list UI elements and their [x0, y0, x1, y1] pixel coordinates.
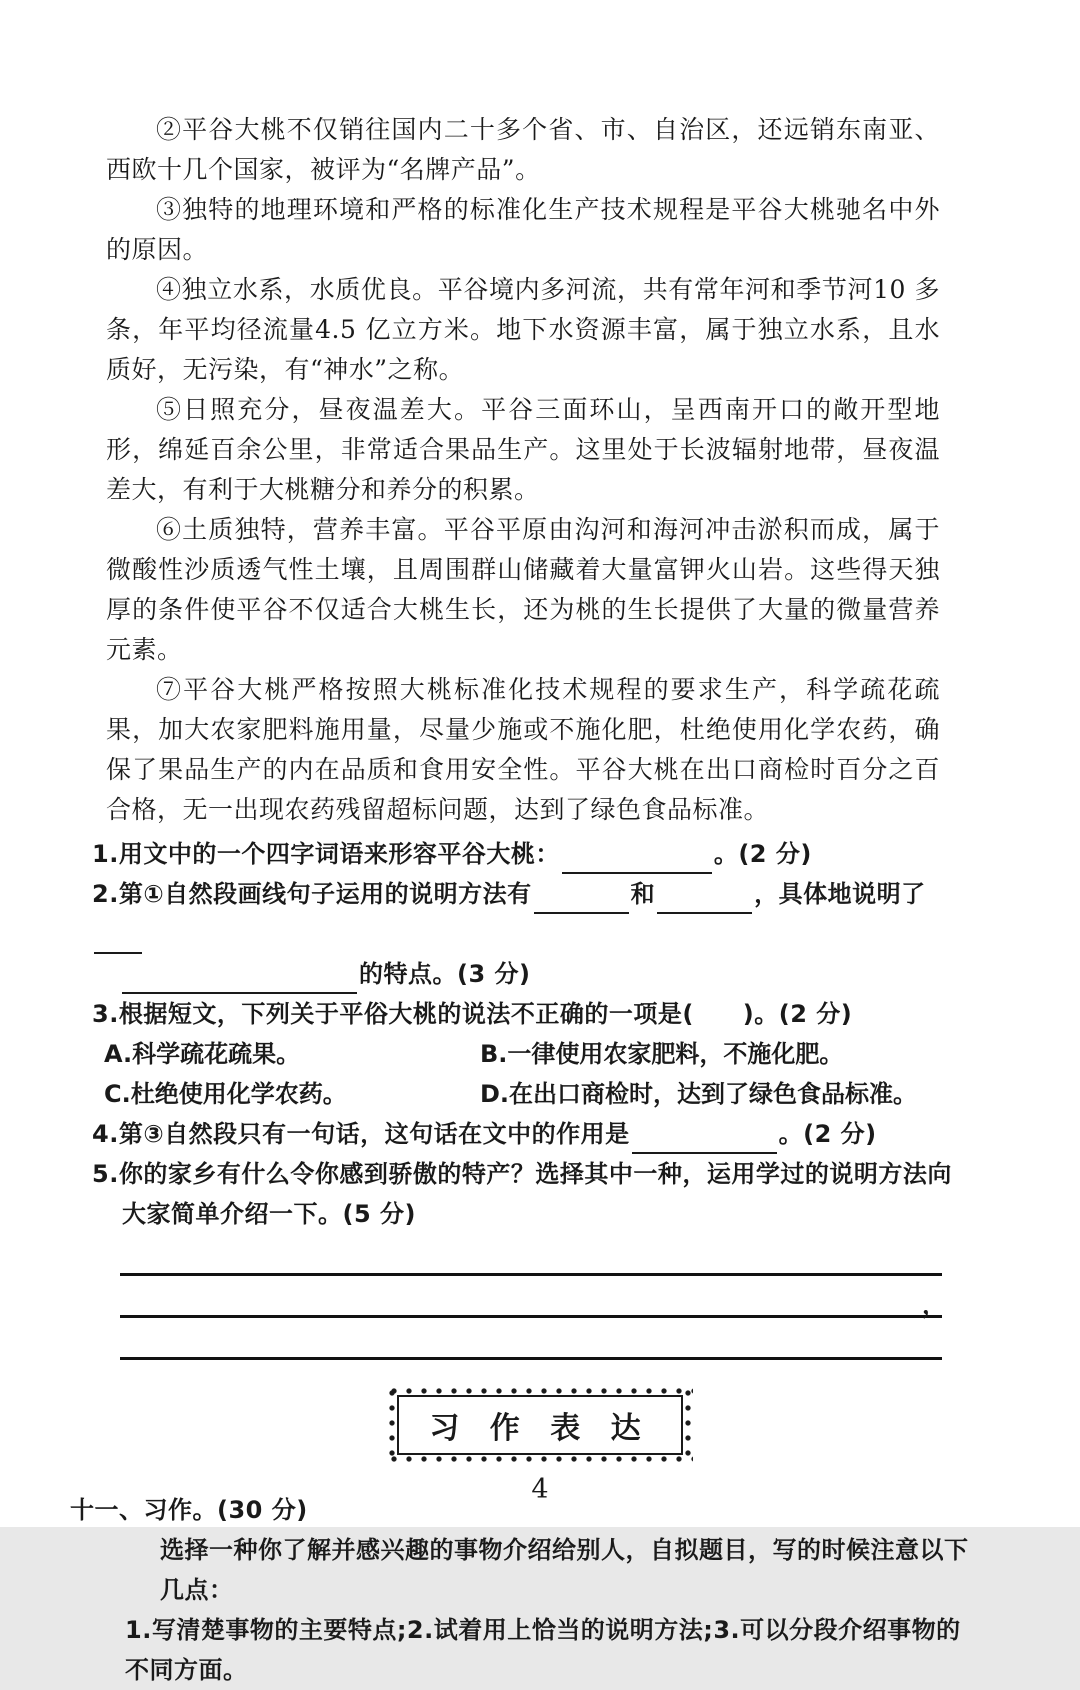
answer-line-1[interactable]	[120, 1273, 942, 1276]
passage-paragraph-7: ⑦平谷大桃严格按照大桃标准化技术规程的要求生产，科学疏花疏果，加大农家肥料施用量，尽量少施或不施化肥，杜绝使用化学农药，确保了果品生产的内在品质和食用安全性。平谷大桃在出口商检时百分之百合格，无一出现农药残留超标问题，达到了绿色食品标准。	[106, 675, 940, 824]
answer-line-3[interactable]	[120, 1357, 942, 1360]
trailing-comma: ，	[922, 1291, 946, 1319]
lace-border-frame	[387, 1386, 692, 1464]
question-4-text: 4.第③自然段只有一句话，这句话在文中的作用是	[92, 1120, 630, 1148]
question-5: 5.你的家乡有什么令你感到骄傲的特产？选择其中一种，运用学过的说明方法向大家简单介绍一下。(5 分)	[92, 1160, 952, 1228]
banner-title: 习 作 表 达	[397, 1395, 682, 1455]
passage-paragraph-4: ④独立水系，水质优良。平谷境内多河流，共有常年河和季节河10 多条，年平均径流量4.5 亿立方米。地下水资源丰富，属于独立水系，且水质好，无污染，有“神水”之称。	[106, 275, 940, 384]
writing-intro: 选择一种你了解并感兴趣的事物介绍给别人，自拟题目，写的时候注意以下几点：	[160, 1536, 969, 1604]
writing-heading: 十一、习作。(30 分)	[70, 1496, 308, 1524]
writing-points: 1.写清楚事物的主要特点;2.试着用上恰当的说明方法;3.可以分段介绍事物的不同方面。	[125, 1616, 961, 1684]
section-banner	[0, 1386, 1080, 1464]
question-2-text2: ，具体地说明了	[754, 880, 926, 908]
option-d: D.在出口商检时，达到了绿色食品标准。	[480, 1080, 918, 1108]
page-number: 4	[531, 1474, 549, 1505]
question-4	[92, 1114, 970, 1154]
fill-in-blank-q1[interactable]	[562, 848, 712, 874]
question-2-line1	[92, 874, 970, 954]
fill-in-blank-q2-c[interactable]	[94, 928, 142, 954]
option-row-ab	[104, 1034, 970, 1074]
page-footer	[0, 1474, 1080, 1505]
question-3-options	[92, 1034, 970, 1114]
fill-in-blank-q2-d[interactable]	[122, 968, 357, 994]
passage-paragraph-5: ⑤日照充分，昼夜温差大。平谷三面环山，呈西南开口的敞开型地形，绵延百余公里，非常适合果品生产。这里处于长波辐射地带，昼夜温差大，有利于大桃糖分和养分的积累。	[106, 395, 940, 504]
option-c: C.杜绝使用化学农药。	[104, 1080, 347, 1108]
question-2-line2	[92, 954, 970, 994]
passage-paragraph-2: ②平谷大桃不仅销往国内二十多个省、市、自治区，还远销东南亚、西欧十几个国家，被评为“名牌产品”。	[106, 115, 940, 184]
answer-line-2[interactable]	[120, 1291, 946, 1319]
option-a: A.科学疏花疏果。	[104, 1040, 301, 1068]
passage-paragraph-3: ③独特的地理环境和严格的标准化生产技术规程是平谷大桃驰名中外的原因。	[106, 195, 940, 264]
fill-in-blank-q2-b[interactable]	[657, 888, 752, 914]
option-b: B.一律使用农家肥料，不施化肥。	[480, 1040, 844, 1068]
question-1-text: 1.用文中的一个四字词语来形容平谷大桃：	[92, 840, 560, 868]
question-1-score: 。(2 分)	[713, 840, 812, 868]
option-row-cd	[104, 1074, 970, 1114]
fill-in-blank-q2-a[interactable]	[534, 888, 629, 914]
reading-passage	[0, 0, 1080, 830]
question-1	[92, 834, 970, 874]
passage-paragraph-6: ⑥土质独特，营养丰富。平谷平原由沟河和海河冲击淤积而成，属于微酸性沙质透气性土壤，且周围群山储藏着大量富钾火山岩。这些得天独厚的条件使平谷不仅适合大桃生长，还为桃的生长提供了大量的微量营养元素。	[106, 515, 940, 664]
question-2-text: 2.第①自然段画线句子运用的说明方法有	[92, 880, 532, 908]
question-3: 3.根据短文，下列关于平俗大桃的说法不正确的一项是( )。(2 分)	[92, 1000, 853, 1028]
question-2-suffix: 的特点。(3 分)	[359, 960, 531, 988]
answer-lines	[120, 1273, 946, 1360]
question-4-score: 。(2 分)	[778, 1120, 877, 1148]
question-2-and: 和	[630, 880, 656, 908]
reading-questions	[0, 830, 1080, 1360]
fill-in-blank-q4[interactable]	[632, 1128, 777, 1154]
